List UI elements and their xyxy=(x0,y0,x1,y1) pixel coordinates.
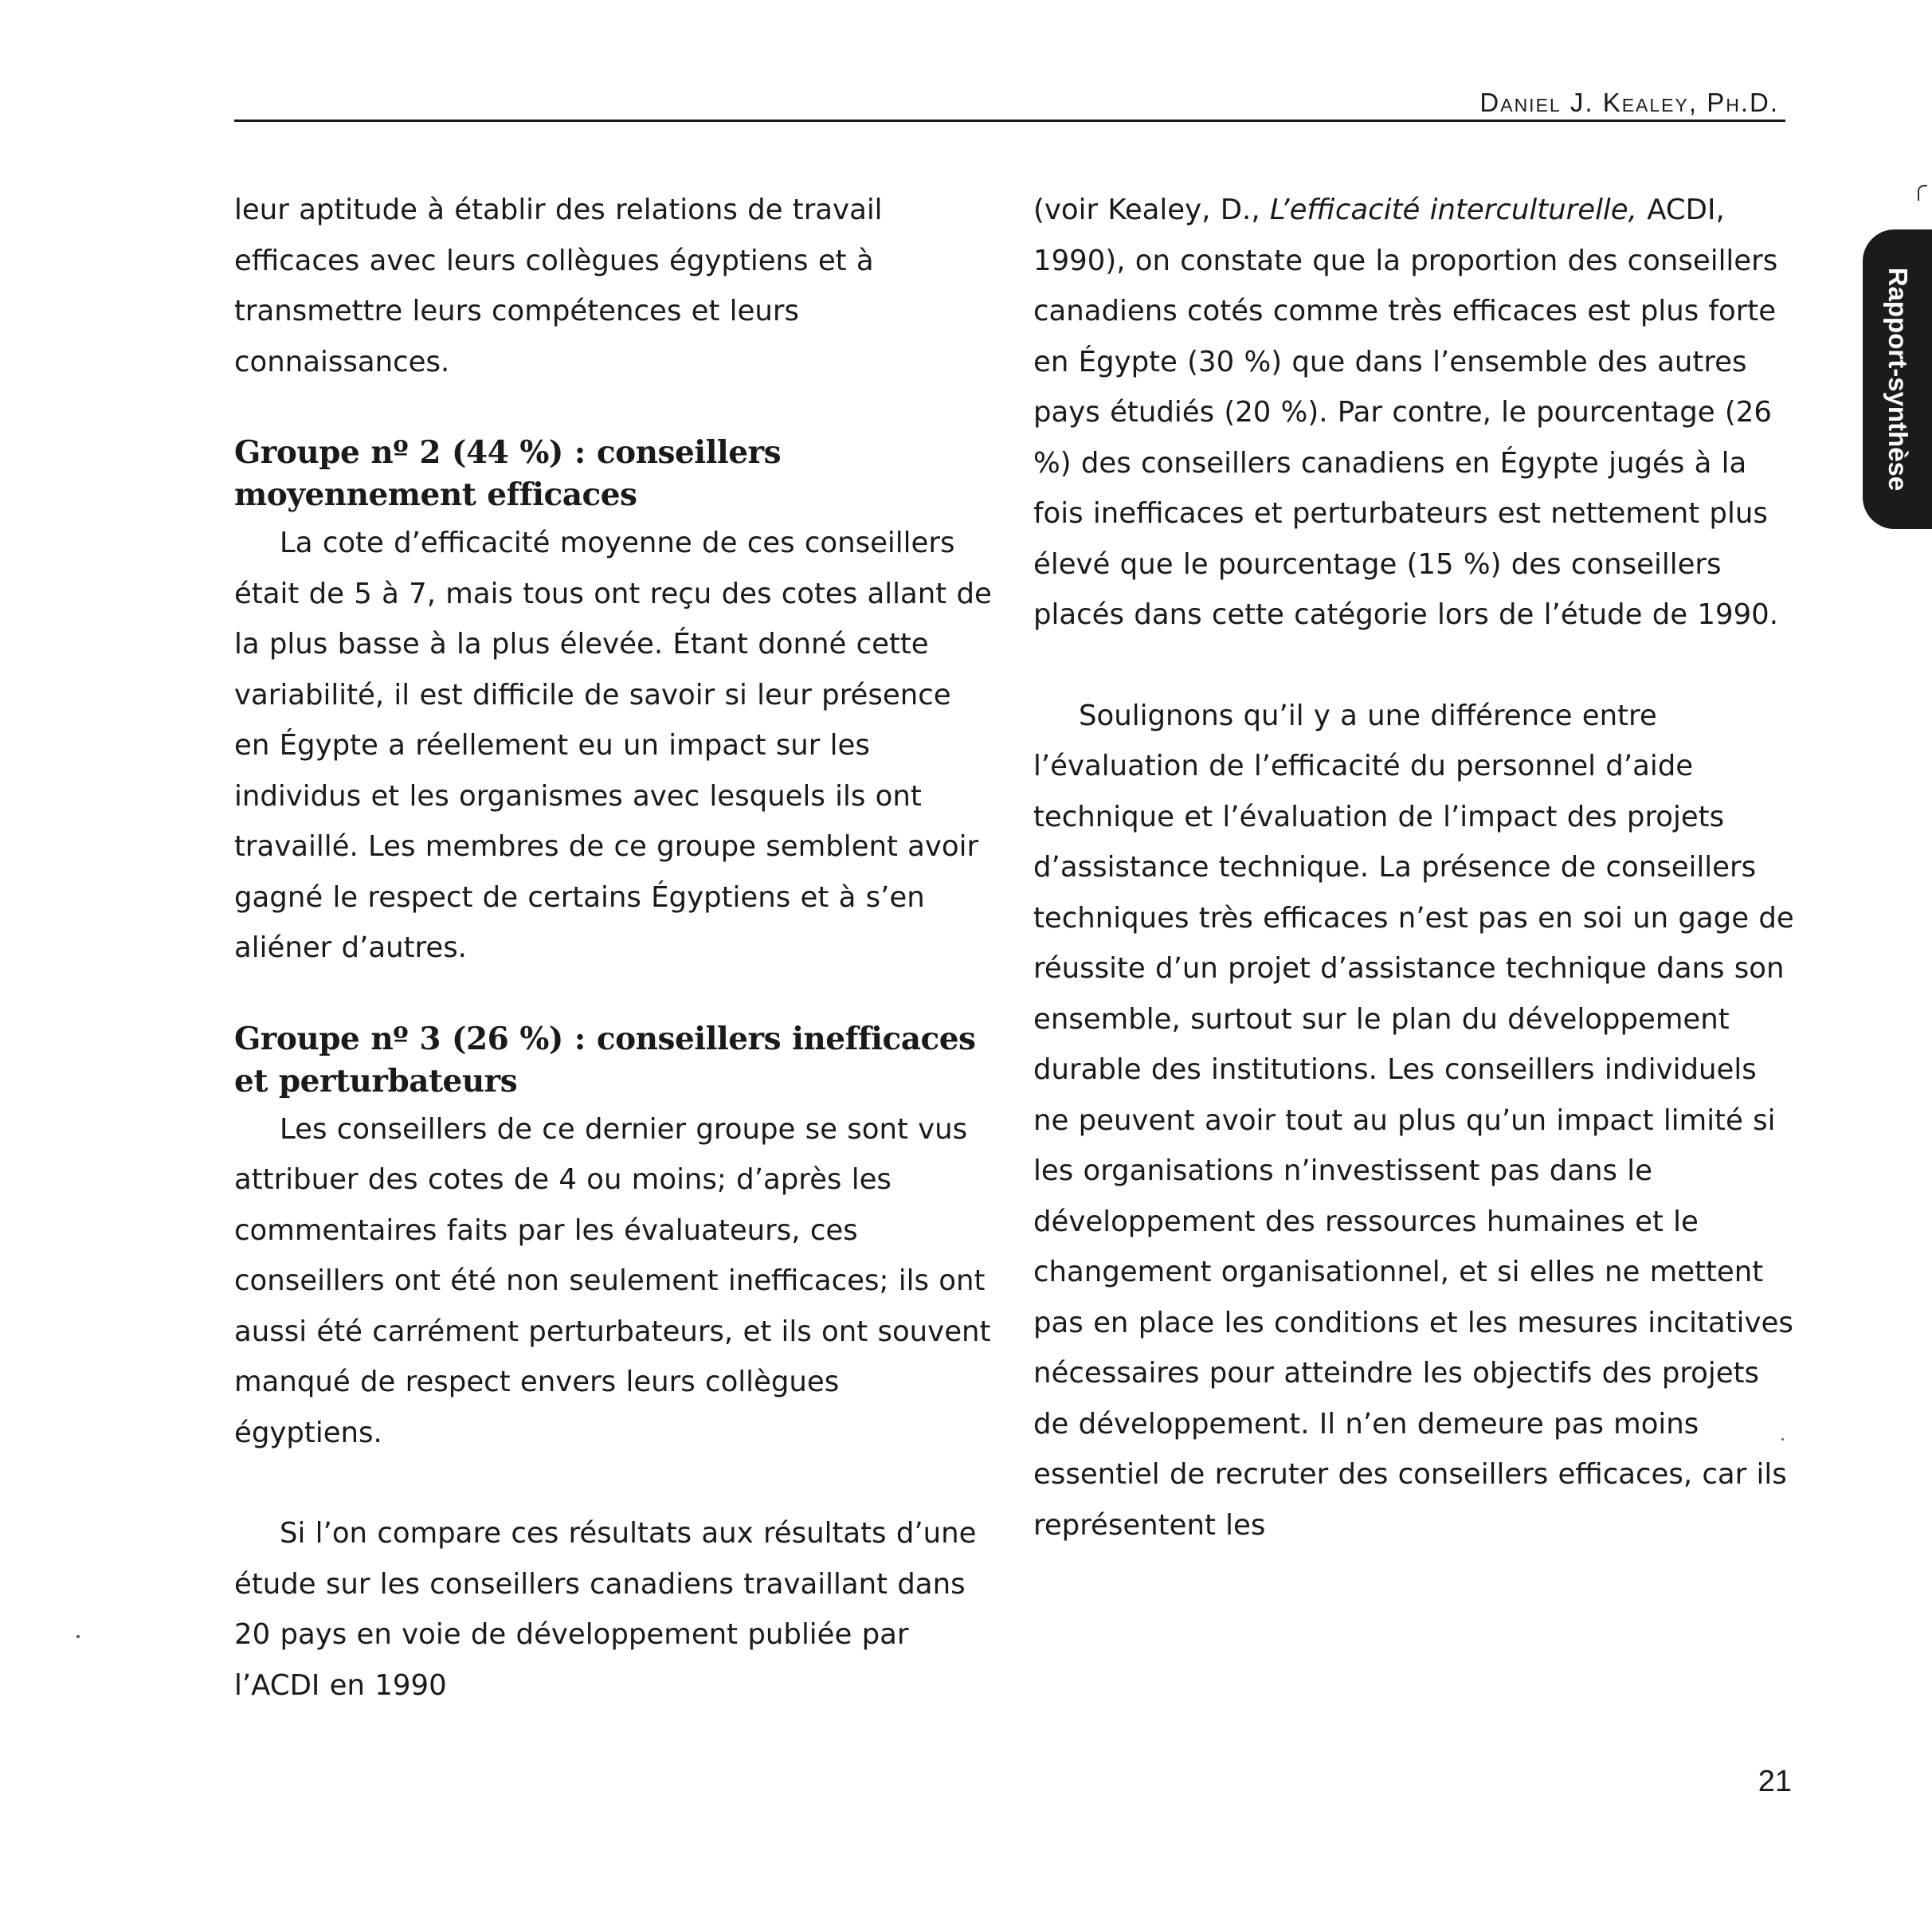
section-side-tab xyxy=(1863,229,1932,529)
right-column xyxy=(1033,185,1798,1550)
difference-paragraph: Soulignons qu’il y a une différence entre l’évaluation de l’efficacité du personnel d’aide technique et l’évaluation de l’impact des projets d’assistance technique. La présence de conseillers techniques très efficaces n’est pas en soi un gage de réussite d’un projet d’assistance technique dans son ensemble, surtout sur le plan du développement durable des institutions. Les conseillers individuels ne peuvent avoir tout au plus qu’un impact limité si les organisations n’investissent pas dans le développement des ressources humaines et le changement organisationnel, et si elles ne mettent pas en place les conditions et les mesures incitatives nécessaires pour atteindre les objectifs des projets de développement. Il n’en demeure pas moins essentiel de recruter des conseillers efficaces, car ils représentent les xyxy=(1033,699,1794,1542)
comparison-paragraph: Si l’on compare ces résultats aux résultats d’une étude sur les conseillers canadiens travaillant dans 20 pays en voie de développement publiée par l’ACDI en 1990 xyxy=(234,1517,977,1702)
running-head-author: Daniel J. Kealey, Ph.D. xyxy=(1479,88,1779,117)
page-header xyxy=(234,78,1785,122)
group-2-heading: Groupe nº 2 (44 %) : conseillers moyennement efficaces xyxy=(234,434,782,513)
group-3-heading: Groupe nº 3 (26 %) : conseillers inefficaces et perturbateurs xyxy=(234,1020,976,1100)
scan-speck xyxy=(1781,1438,1784,1441)
scan-speck xyxy=(76,1635,80,1638)
page-edge-mark xyxy=(1918,185,1927,201)
group-3-paragraph: Les conseillers de ce dernier groupe se sont vus attribuer des cotes de 4 ou moins; d’après les commentaires faits par les évaluateurs, ces conseillers ont été non seulement inefficaces; ils ont aussi été carrément perturbateurs, et ils ont souvent manqué de respect envers leurs collègues égyptiens. xyxy=(234,1112,991,1449)
side-tab-label: Rapport-synthèse xyxy=(1883,267,1913,492)
paragraph-continuation: leur aptitude à établir des relations de travail efficaces avec leurs collègues égyptiens et à transmettre leurs compétences et leurs connaissances. xyxy=(234,194,883,378)
comparison-paragraph-body: ACDI, 1990), on constate que la proportion des conseillers canadiens cotés comme très efficaces est plus forte en Égypte (30 %) que dans l’ensemble des autres pays étudiés (20 %). Par contre, le pourcentage (26 %) des conseillers canadiens en Égypte jugés à la fois inefficaces et perturbateurs est nettement plus élevé que le pourcentage (15 %) des conseillers placés dans cette catégorie lors de l’étude de 1990. xyxy=(1033,194,1779,631)
group-2-paragraph: La cote d’efficacité moyenne de ces conseillers était de 5 à 7, mais tous ont reçu des cotes allant de la plus basse à la plus élevée. Étant donné cette variabilité, il est difficile de savoir si leur présence en Égypte a réellement eu un impact sur les individus et les organismes avec lesquels ils ont travaillé. Les membres de ce groupe semblent avoir gagné le respect de certains Égyptiens et à s’en aliéner d’autres. xyxy=(234,527,992,964)
page-number: 21 xyxy=(1758,1765,1792,1798)
left-column xyxy=(234,185,995,1711)
cited-title: L’efficacité interculturelle, xyxy=(1269,194,1637,226)
citation-prefix: (voir Kealey, D., xyxy=(1033,194,1270,226)
comparison-paragraph-continued xyxy=(1033,185,1798,641)
